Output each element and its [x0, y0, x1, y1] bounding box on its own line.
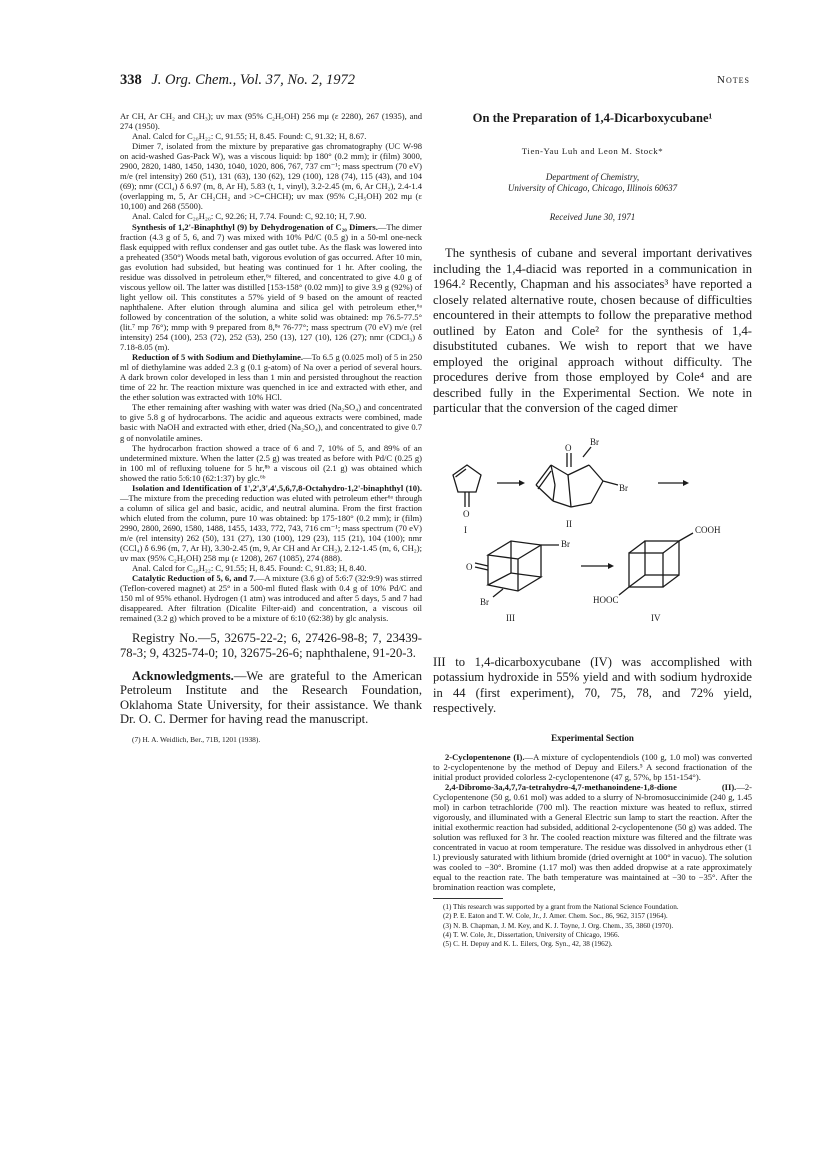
- paragraph-text: —The dimer fraction (4.3 g of 5, 6, and 7) was mixed with 10% Pd/C (0.5 g) in a 50-ml one-neck flask equipped with reflux condenser and gas outlet tube. As the flask was lowered into a preheated (350°) Woods metal bath, vigorous evolution of gas occurred. After 10 min, gas evolution had subsided, but heating was continued for 1 hr. After cooling, the residue was dissolved in petroleum ether,⁶ᵃ filtered, and concentrated to give 4.0 g of viscous yellow oil. The latter was distilled [153-158° (0.02 mm)] to give 3.9 g (92%) of light yellow oil. This constitutes a 57% yield of 9 based on the amount of reacted naphthalene. After elution through alumina and silica gel with petroleum ether,⁶ᵃ followed by concentration of the solution, a white solid was obtained: mp 76.5-77.5° (lit.⁷ mp 76°); mmp with 9 prepared from 8,⁸ᵃ 76-77°; mass spectrum (70 eV) m/e (rel intensity) 254 (100), 253 (72), 252 (53), 250 (13), 127 (10), 126 (27); nmr (CDCl₃) δ 7.18-8.05 (m).: [120, 221, 422, 353]
- compound-II-bond: [553, 501, 571, 507]
- atom-label: Br: [480, 596, 489, 607]
- paragraph: [120, 352, 422, 402]
- registry-numbers: Registry No.—5, 32675-22-2; 6, 27426-98-8; 7, 23439-78-3; 9, 4325-74-0; 10, 32675-26-6; naphthalene, 91-20-3.: [120, 631, 422, 660]
- atom-label: O: [565, 442, 572, 453]
- compound-label: II: [566, 518, 572, 529]
- experimental-paragraph: [433, 782, 752, 893]
- cubane-edge: [629, 541, 645, 553]
- paragraph-text: —2-Cyclopentenone (50 g, 0.61 mol) was added to a slurry of N-bromosuccinimide (240 g, 1.45 mol) in carbon tetrachloride (700 ml). The reaction mixture was heated to reflux, stirred vigorously, and illuminated with a General Electric sun lamp to start the reaction. After the initial exothermic reaction had subsided, additional 2-cyclopentenone (50 g) was added. The solution was refluxed for 3 hr. The cooled reaction mixture was filtered and the filtrate was concentrated in vacuo at room temperature. The residue was dissolved in anhydrous ether (1 l.) previously saturated with lithium bromide (dried overnight at 100° in vacuo). The solution was cooled to −30°. Bromine (1.17 mol) was then added dropwise at a rate approximately equal to the reaction rate. The bath temperature was maintained at −30 to −35°. After the bromination reaction was complete,: [433, 781, 752, 893]
- affiliation: [433, 172, 752, 194]
- br-bond: [603, 481, 618, 485]
- compound-II-bond: [568, 475, 571, 507]
- journal-citation: J. Org. Chem., Vol. 37, No. 2, 1972: [151, 72, 356, 88]
- right-column: [433, 111, 752, 950]
- carbonyl-bond: [475, 567, 488, 570]
- compound-label: I: [464, 524, 467, 535]
- paragraph: Ar CH, Ar CH₂ and CH₃); uv max (95% C₂H₅OH) 256 mμ (ε 2280), 267 (1935), and 274 (1950).: [120, 111, 422, 132]
- cubane-back-face: [629, 553, 663, 587]
- reference-item: (5) C. H. Depuy and K. L. Eilers, Org. Syn., 42, 38 (1962).: [443, 940, 613, 949]
- cooh-bond: [619, 587, 629, 595]
- reference-item: (4) T. W. Cole, Jr., Dissertation, University of Chicago, 1966.: [443, 931, 620, 940]
- compound-II-bond: [591, 481, 603, 503]
- group-label: COOH: [695, 524, 721, 535]
- atom-label: O: [466, 561, 473, 572]
- run-in-heading: Isolation and Identification of 1',2',3',4',5,6,7,8-Octahydro-1,2'-binaphthyl (10).: [132, 482, 422, 493]
- atom-label: Br: [590, 436, 599, 447]
- cubane-edge: [663, 575, 679, 587]
- compound-II-bond: [571, 503, 591, 507]
- left-column: [120, 111, 422, 744]
- analysis-paragraph: Anal. Calcd for C₂₀H₂₂: C, 91.55; H, 8.45. Found: C, 91.32; H, 8.67.: [132, 131, 367, 142]
- page-header: [120, 72, 750, 94]
- paragraph-text: —A mixture of cyclopentendiols (100 g, 1.0 mol) was converted to 2-cyclopentenone by the method of Depuy and Eilers.⁵ A second fractionation of the initial product provided colorless 2-cyclopentenone (47 g, 57%, bp 151-154°).: [433, 751, 753, 782]
- paragraph-text: —We are grateful to the American Petroleum Institute and the Research Foundation, Oklahoma State University, for their assistance. We thank Dr. O. C. Dermer for having read the manuscript.: [120, 668, 422, 727]
- experimental-paragraph: [433, 752, 752, 782]
- paragraph-text: —The mixture from the preceding reduction was eluted with petroleum ether⁶ᵃ through a column of silica gel and basic, acidic, and neutral alumina. From the first fraction which eluted from the column, pure 10 was obtained: bp 175-180° (0.2 mm); ir (film) 2990, 2800, 2690, 1580, 1488, 1455, 1433, 772, 743, 716 cm⁻¹; mass spectrum (70 eV) m/e (rel intensity) 262 (50), 131 (27), 130 (100), 129 (23), 115 (21), 104 (100); nmr (CCl₄) δ 6.96 (m, 7, Ar H), 3.30-2.45 (m, 9, Ar CH and Ar CH₂), 2.12-1.45 (m, 6, CH₂); uv max (95% C₂H₅OH) 258 mμ (ε 1208), 267 (1085), 274 (888).: [120, 492, 422, 564]
- paragraph-text: —A mixture (3.6 g) of 5:6:7 (32:9:9) was stirred (Teflon-covered magnet) at 25° in a 500-ml fluted flask with 0.4 g of 10% Pd/C and 150 ml of 95% ethanol. Hydrogen (1 atm) was introduced and after 5 days, 5 and 7 had disappeared. After filtration (Dicalite Filter-aid) and concentration, a viscous oil remained (3.2 g) which proved to be a mixture of 6:10 (62:38) by glc analysis.: [120, 573, 422, 624]
- paragraph: Dimer 7, isolated from the mixture by preparative gas chromatography (UC W-98 on acid-washed Gas-Pack W), was a viscous liquid: bp 180° (0.2 mm); ir (film) 3000, 2900, 2820, 1480, 1450, 1430, 1040, 1020, 806, 767, 737 cm⁻¹; mass spectrum (70 eV) m/e (rel intensity) 260 (51), 131 (63), 130 (62), 129 (100), 128 (74), 115 (43), and 104 (69); nmr (CCl₄) δ 6.97 (m, 8, Ar H), 5.83 (t, 1, vinyl), 3.2-2.45 (m, 6, Ar CH₂), 2.4-1.4 (overlapping m, 5, Ar CH₂CH₂ and >C=CHCH); uv max (95% C₂H₅OH) 202 mμ (ε 10,100) and 268 (5500).: [120, 141, 422, 212]
- run-in-heading: Acknowledgments.: [132, 668, 234, 683]
- compound-label: III: [506, 612, 515, 623]
- scheme-text: [463, 437, 721, 623]
- cooh-bond: [679, 533, 693, 541]
- br-bond: [583, 447, 591, 457]
- paragraph: [120, 573, 422, 623]
- compound-II-bond: [551, 465, 568, 475]
- paragraph: The ether remaining after washing with water was dried (Na₂SO₄) and concentrated to give 5.8 g of hydrocarbons. The acidic and aqueous extracts were combined, made basic with NaOH and extracted with ether, dried (Na₂SO₄), and concentrated to give 0.7 g of nonvolatile amines.: [120, 402, 422, 443]
- affiliation-university: University of Chicago, Chicago, Illinois 60637: [507, 183, 678, 193]
- run-in-heading: 2,4-Dibromo-3a,4,7,7a-tetrahydro-4,7-methanoindene-1,8-dione (II).: [445, 781, 737, 792]
- compound-II-bond: [553, 485, 555, 501]
- reference-item: (1) This research was supported by a grant from the National Science Foundation.: [443, 903, 679, 912]
- atom-label: Br: [561, 538, 570, 549]
- cubane-front-face: [645, 541, 679, 575]
- compound-II-bond: [589, 465, 603, 481]
- arrowhead: [683, 480, 689, 486]
- run-in-heading: Synthesis of 1,2'-Binaphthyl (9) by Dehydrogenation of C₂₀ Dimers.: [132, 221, 378, 232]
- abstract: The synthesis of cubane and several important derivatives including the 1,4-diacid was reported in a communication in 1964.² Recently, Chapman and his associates³ have reported a closely related alternative route, chosen because of difficulties encountered in their attempts to follow the preparative method outlined by Eaton and Cole² for the synthesis of 1,4-disubstituted cubanes. We wish to report that we have employed the original approach without difficulty. The procedures derive from those employed by Cole⁴ and are described fully in the Experimental Section. We note in particular that the conversion of the caged dimer: [433, 246, 752, 415]
- reaction-scheme: [433, 423, 752, 647]
- arrowhead: [608, 563, 614, 569]
- abstract-continuation: III to 1,4-dicarboxycubane (IV) was accomplished with potassium hydroxide in 55% yield and with sodium hydroxide in 44 (first experiment), 70, 75, 78, and 72% yield, respectively.: [433, 654, 752, 715]
- atom-label: Br: [619, 482, 628, 493]
- affiliation-department: Department of Chemistry,: [545, 172, 640, 182]
- br-bond: [493, 589, 503, 597]
- compound-III-face: [488, 573, 541, 591]
- reference-item: (2) P. E. Eaton and T. W. Cole, Jr., J. Amer. Chem. Soc., 86, 962, 3157 (1964).: [443, 912, 668, 921]
- section-name: Notes: [717, 74, 750, 86]
- footnote-rule: [433, 898, 503, 899]
- arrowhead: [519, 480, 525, 486]
- atom-label: O: [463, 508, 470, 519]
- acknowledgments: [120, 669, 422, 727]
- compound-II-bond: [551, 465, 555, 485]
- paragraph: [120, 222, 422, 353]
- compound-I-ring: [453, 465, 481, 492]
- page-number: 338: [120, 72, 142, 88]
- reference-list: [433, 903, 752, 949]
- paragraph: [120, 483, 422, 563]
- group-label: HOOC: [593, 594, 619, 605]
- compound-label: IV: [651, 612, 661, 623]
- carbonyl-bond: [475, 563, 488, 566]
- received-date: Received June 30, 1971: [549, 212, 636, 222]
- article-title: On the Preparation of 1,4-Dicarboxycubane¹: [472, 111, 713, 125]
- paragraph: The hydrocarbon fraction showed a trace of 6 and 7, 10% of 5, and 89% of an undetermined mixture. When the latter (2.5 g) was treated as before with Pd/C (0.25 g) in 100 ml of refluxing toluene for 5 hr,⁸ᵇ a viscous oil (2.1 g) was obtained which showed the ratio 5:6:10 (62:1:37) by glc.⁶ᵇ: [120, 442, 422, 483]
- analysis-paragraph: Anal. Calcd for C₂₀H₂₂: C, 91.55; H, 8.45. Found: C, 91.83; H, 8.40.: [132, 563, 367, 574]
- analysis-paragraph: Anal. Calcd for C₂₀H₂₀: C, 92.26; H, 7.74. Found: C, 92.10; H, 7.90.: [132, 211, 367, 222]
- reference-item: (3) N. B. Chapman, J. M. Key, and K. J. Toyne, J. Org. Chem., 35, 3860 (1970).: [443, 921, 674, 930]
- cubane-edge: [663, 541, 679, 553]
- footnote: (7) H. A. Weidlich, Ber., 71B, 1201 (1938).: [132, 734, 261, 744]
- paragraph-text: —To 6.5 g (0.025 mol) of 5 in 250 ml of diethylamine was added 2.3 g (0.1 g-atom) of Na over a period of several hours. A dark brown color developed in less than 1 min and persisted throughout the reaction time of 22 hr. The reaction mixture was quenched in ice and extracted with ether, and the ether solution was extracted with 10% HCl.: [120, 352, 422, 403]
- scheme-bonds: [453, 447, 693, 597]
- cubane-edge: [629, 575, 645, 587]
- run-in-heading: Catalytic Reduction of 5, 6, and 7.: [132, 573, 256, 584]
- section-heading: Experimental Section: [551, 732, 634, 743]
- article-authors: Tien-Yau Luh and Leon M. Stock*: [521, 146, 664, 156]
- compound-III-face: [488, 541, 541, 559]
- run-in-heading: 2-Cyclopentenone (I).: [445, 751, 525, 762]
- run-in-heading: Reduction of 5 with Sodium and Diethylamine.: [132, 352, 304, 363]
- running-head: [120, 72, 355, 89]
